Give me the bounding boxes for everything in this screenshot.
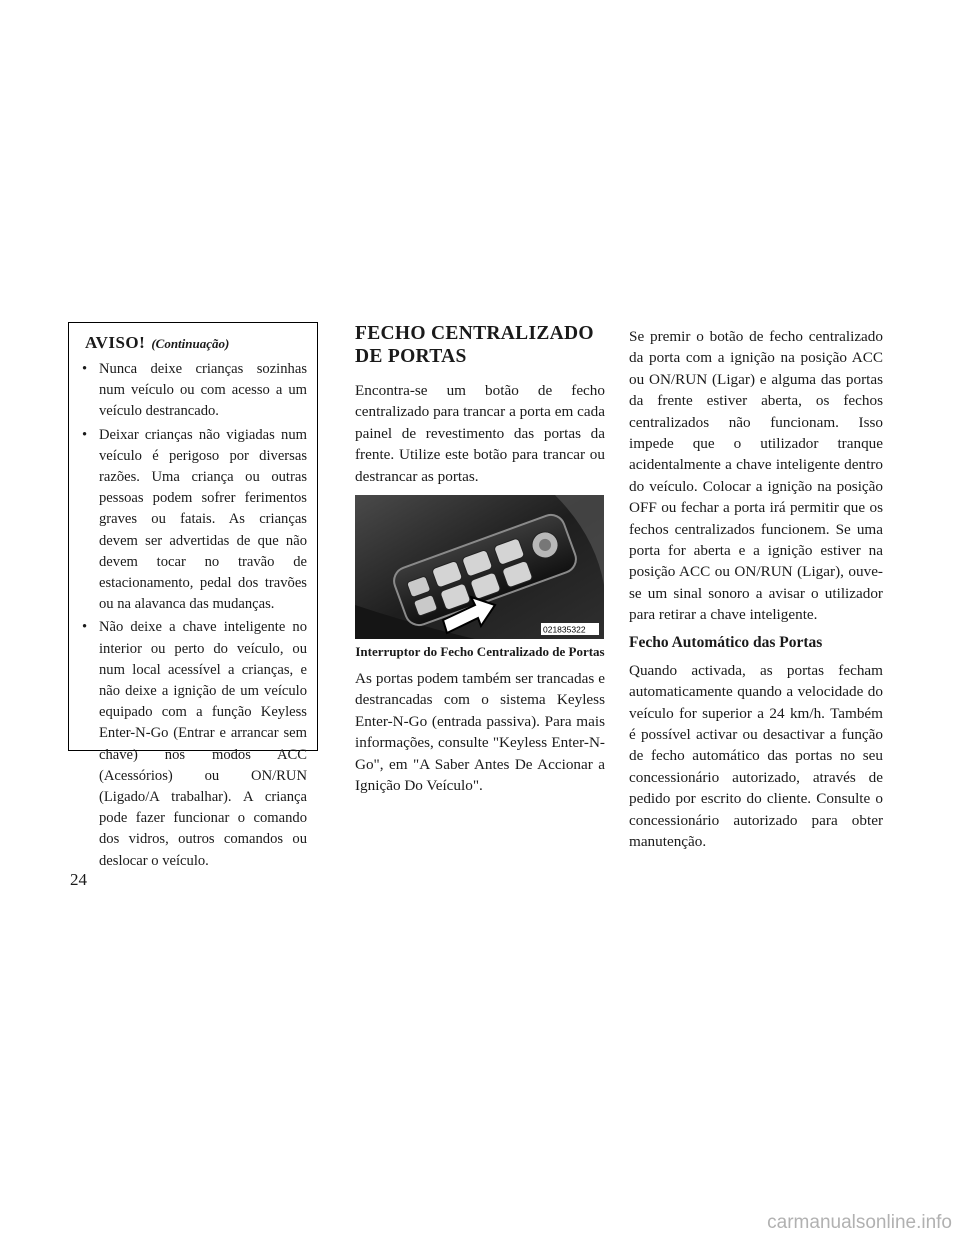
warning-box — [68, 322, 318, 869]
warning-item: • Nunca deixe crianças sozinhas num veículo ou com acesso a um veículo destrancado. — [79, 359, 307, 423]
figure-code: 021835322 — [543, 624, 586, 635]
keyless-paragraph: As portas podem também ser trancadas e destrancadas com o sistema Keyless Enter-N-Go (entrada passiva). Para mais informações, consulte "Keyless Enter-N-Go", em "A Saber Antes De Accionar a Ignição Do Veículo". — [355, 670, 605, 795]
warning-item: • Não deixe a chave inteligente no interior ou perto do veículo, ou num local acessível a crianças, e não deixe a ignição de um veículo equipado com a função Keyless Enter-N-Go (Entrar e arrancar sem chave) nos modos ACC (Acessórios) ou ON/RUN (Ligado/A trabalhar). A criança pode fazer funcionar o comando dos vidros, outros comandos ou deslocar o veículo. — [79, 617, 307, 871]
auto-lock-heading: Fecho Automático das Portas — [629, 633, 823, 651]
intro-paragraph: Encontra-se um botão de fecho centralizado para trancar a porta em cada painel de revestimento das portas da frente. Utilize este botão para trancar ou destrancar as portas. — [355, 382, 605, 485]
warning-continued: (Continuação) — [151, 336, 230, 351]
right-column — [629, 326, 883, 860]
warning-header — [85, 333, 307, 353]
page-number: 24 — [70, 870, 87, 889]
watermark: carmanualsonline.info — [767, 1212, 952, 1233]
section-title-line1: FECHO CENTRALIZADO — [355, 323, 594, 344]
section-title — [355, 322, 605, 368]
auto-lock-paragraph: Quando activada, as portas fecham automaticamente quando a velocidade do veículo for superior a 24 km/h. Também é possível activar ou desactivar a função de fecho automático das portas no seu concessionário autorizado, através de pedido por escrito do cliente. Consulte o concessionário autorizado para obter manutenção. — [629, 661, 883, 850]
warning-title: AVISO! — [85, 333, 146, 352]
door-panel-illustration — [355, 495, 604, 639]
warning-item: • Deixar crianças não vigiadas num veículo é perigoso por diversas razões. Uma criança ou outras pessoas podem sofrer ferimentos graves ou fatais. As crianças devem ser advertidas de que não devem tocar no travão de estacionamento, pedal dos travões ou na alavanca das mudanças. — [79, 425, 307, 616]
door-switch-figure — [355, 495, 604, 639]
central-locking-column — [355, 322, 605, 804]
lock-warning-paragraph: Se premir o botão de fecho centralizado da porta com a ignição na posição ACC ou ON/RUN (Ligar) e alguma das portas da frente estiver aberta, os fechos centralizados não funcionam. Isso impede que o utilizador tranque acidentalmente a chave inteligente dentro do veículo. Colocar a ignição na posição OFF ou fechar a porta irá permitir que os fechos centralizados funcionem. Se uma porta for aberta e a ignição estiver na posição ACC ou ON/RUN (Ligar), ouve-se um sinal sonoro a avisar o utilizador para retirar a chave inteligente. — [629, 328, 883, 624]
warning-list — [79, 359, 307, 872]
section-title-line2: DE PORTAS — [355, 346, 467, 367]
figure-caption: Interruptor do Fecho Centralizado de Portas — [355, 644, 605, 660]
